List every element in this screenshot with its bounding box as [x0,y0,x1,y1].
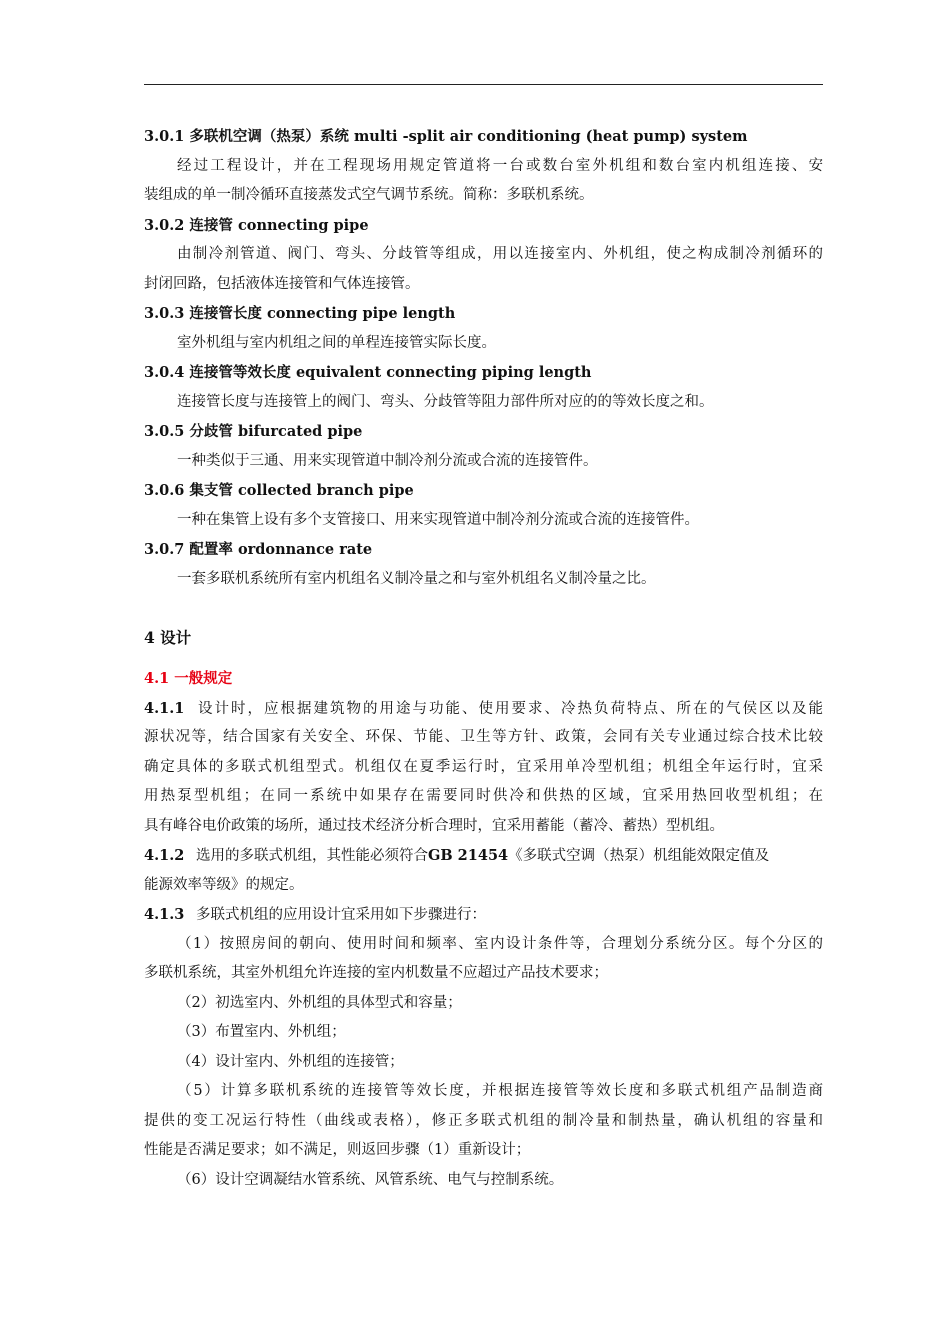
document-body [144,122,823,1195]
clause-heading: 3.0.3 连接管长度 connecting pipe length [144,305,456,322]
step-text: （6）设计空调凝结水管系统、风管系统、电气与控制系统。 [177,1171,564,1188]
clause-text: 连接管长度与连接管上的阀门、弯头、分歧管等阻力部件所对应的的等效长度之和。 [177,393,714,410]
clause-text: 多联式机组的应用设计宜采用如下步骤进行： [196,907,486,923]
clause-heading: 3.0.2 连接管 connecting pipe [144,216,369,234]
clause-heading: 3.0.5 分歧管 bifurcated pipe [144,423,363,440]
clause-text: 确定具体的多联式机组型式。机组仅在夏季运行时，宜采用单冷型机组；机组全年运行时，宜采 [144,758,823,775]
clause-text: 由制冷剂管道、阀门、弯头、分歧管等组成，用以连接室内、外机组，使之构成制冷剂循环的 [177,246,823,262]
clause-heading: 3.0.1 多联机空调（热泵）系统 multi -split air conditioning (heat pump) system [144,128,748,145]
step-text: （1）按照房间的朝向、使用时间和频率、室内设计条件等，合理划分系统分区。每个分区的 [177,935,823,952]
clause-4-1-3 [144,900,823,1195]
clause-text: 一套多联机系统所有室内机组名义制冷量之和与室外机组名义制冷量之比。 [177,570,656,587]
clause-text: 室外机组与室内机组之间的单程连接管实际长度。 [177,334,496,351]
step-text: （3）布置室内、外机组； [177,1024,346,1040]
clause-text: 用热泵型机组；在同一系统中如果存在需要同时供冷和供热的区域，宜采用热回收型机组；在 [144,788,823,804]
clause-text: 选用的多联式机组，其性能必须符合 [196,848,428,864]
step-text: 性能是否满足要求；如不满足，则返回步骤（1）重新设计； [144,1142,531,1158]
clause-text: 经过工程设计，并在工程现场用规定管道将一台或数台室外机组和数台室内机组连接、安 [177,157,823,174]
step-text: 多联机系统，其室外机组允许连接的室内机数量不应超过产品技术要求； [144,965,608,981]
header-rule [144,84,823,85]
clause-text: 《多联式空调（热泵）机组能效限定值及 [508,848,770,864]
clause-text: 一种在集管上设有多个支管接口、用来实现管道中制冷剂分流或合流的连接管件。 [177,511,699,528]
clause-3-0-6 [144,476,823,535]
clause-3-0-1 [144,122,823,211]
step-text: （4）设计室内、外机组的连接管； [177,1053,404,1070]
step-text: （2）初选室内、外机组的具体型式和容量； [177,994,462,1011]
clause-3-0-2 [144,211,823,300]
clause-text: 装组成的单一制冷循环直接蒸发式空气调节系统。简称：多联机系统。 [144,187,594,203]
clause-3-0-4 [144,358,823,417]
clause-text: 能源效率等级》的规定。 [144,876,304,893]
clause-heading: 3.0.6 集支管 collected branch pipe [144,482,414,499]
clause-4-1-2 [144,841,823,900]
clause-3-0-5 [144,417,823,476]
clause-heading: 3.0.7 配置率 ordonnance rate [144,541,373,558]
clause-text: 具有峰谷电价政策的场所，通过技术经济分析合理时，宜采用蓄能（蓄冷、蓄热）型机组。 [144,817,724,834]
section-heading: 4.1 一般规定 [144,670,233,687]
clause-text: 源状况等，结合国家有关安全、环保、节能、卫生等方针、政策，会同有关专业通过综合技术比较 [144,729,823,745]
clause-text: 设计时，应根据建筑物的用途与功能、使用要求、冷热负荷特点、所在的气侯区以及能 [196,700,823,717]
clause-text: 一种类似于三通、用来实现管道中制冷剂分流或合流的连接管件。 [177,452,598,469]
clause-number: 4.1.3 [144,906,185,923]
clause-3-0-3 [144,299,823,358]
clause-number: 4.1.1 [144,699,185,717]
clause-3-0-7 [144,535,823,594]
chapter-heading: 4 设计 [144,628,192,647]
standard-code: GB 21454 [428,847,509,864]
clause-text: 封闭回路，包括液体连接管和气体连接管。 [144,275,420,292]
step-text: 提供的变工况运行特性（曲线或表格），修正多联式机组的制冷量和制热量，确认机组的容量和 [144,1112,823,1129]
clause-number: 4.1.2 [144,847,185,864]
step-text: （5）计算多联机系统的连接管等效长度，并根据连接管等效长度和多联式机组产品制造商 [177,1083,823,1099]
clause-heading: 3.0.4 连接管等效长度 equivalent connecting piping length [144,364,592,381]
clause-4-1-1 [144,694,823,842]
